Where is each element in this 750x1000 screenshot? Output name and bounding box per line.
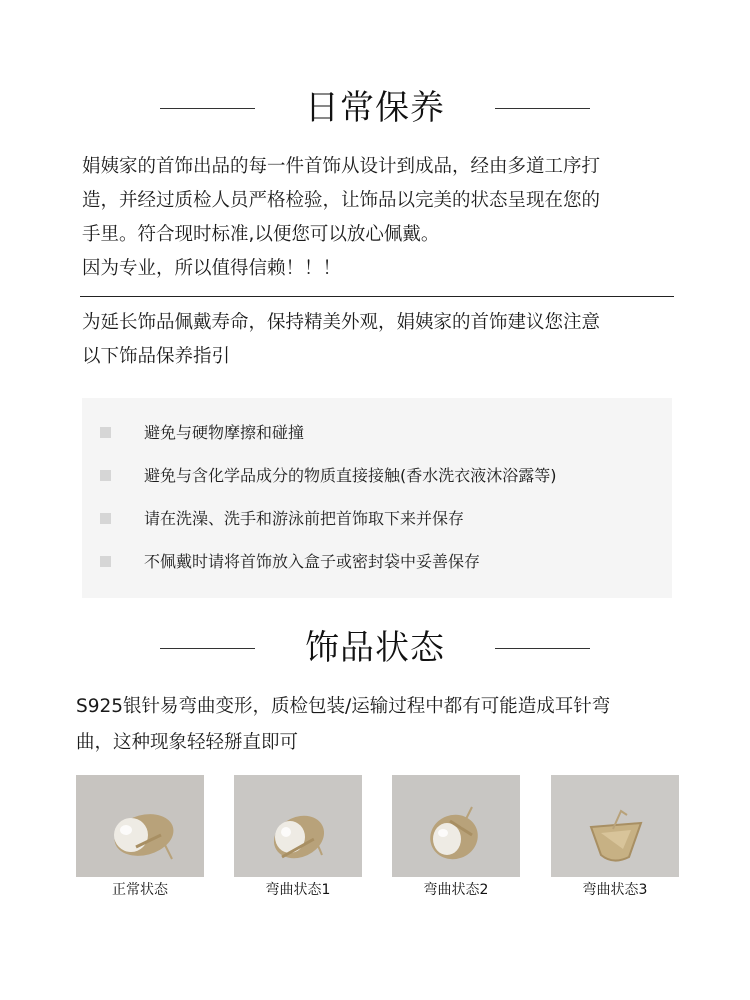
care-tip <box>82 547 672 577</box>
state-line: S925银针易弯曲变形，质检包装/运输过程中都有可能造成耳针弯 <box>76 696 611 717</box>
advice-line: 为延长饰品佩戴寿命，保持精美外观，娟姨家的首饰建议您注意 <box>82 312 601 333</box>
earring-photo-bent-2 <box>392 775 520 903</box>
earring-photo-bent-3 <box>551 775 679 903</box>
state-line: 曲，这种现象轻轻掰直即可 <box>76 732 299 753</box>
care-tips-box <box>82 398 672 598</box>
state-description <box>76 689 682 761</box>
advice-paragraph <box>82 306 682 374</box>
care-tip <box>82 504 672 534</box>
earring-photo-normal <box>76 775 204 903</box>
square-bullet-icon <box>100 427 111 438</box>
care-tip-text: 避免与硬物摩擦和碰撞 <box>144 423 305 442</box>
photo-caption: 正常状态 <box>76 877 204 903</box>
intro-line: 因为专业，所以值得信赖！！！ <box>82 258 342 279</box>
earring-photo-bent-1 <box>234 775 362 903</box>
care-tip-text: 避免与含化学品成分的物质直接接触(香水洗衣液沐浴露等) <box>144 466 557 485</box>
square-bullet-icon <box>100 513 111 524</box>
intro-line: 手里。符合现时标准,以便您可以放心佩戴。 <box>82 224 440 245</box>
section-divider <box>80 296 674 297</box>
photo-caption: 弯曲状态1 <box>234 877 362 903</box>
photo-caption: 弯曲状态2 <box>392 877 520 903</box>
intro-line: 造，并经过质检人员严格检验，让饰品以完美的状态呈现在您的 <box>82 190 601 211</box>
care-tip-text: 不佩戴时请将首饰放入盒子或密封袋中妥善保存 <box>144 552 481 571</box>
intro-paragraph <box>82 150 682 286</box>
care-tip <box>82 418 672 448</box>
care-tip-text: 请在洗澡、洗手和游泳前把首饰取下来并保存 <box>144 509 465 528</box>
square-bullet-icon <box>100 470 111 481</box>
advice-line: 以下饰品保养指引 <box>82 346 231 367</box>
intro-line: 娟姨家的首饰出品的每一件首饰从设计到成品，经由多道工序打 <box>82 156 601 177</box>
care-heading <box>0 78 750 138</box>
heading-rule-right <box>495 108 590 109</box>
heading-rule-right <box>495 648 590 649</box>
photo-caption: 弯曲状态3 <box>551 877 679 903</box>
care-tip <box>82 461 672 491</box>
care-heading-title: 日常保养 <box>305 88 445 128</box>
state-heading-title: 饰品状态 <box>305 628 445 668</box>
square-bullet-icon <box>100 556 111 567</box>
state-heading <box>0 618 750 678</box>
